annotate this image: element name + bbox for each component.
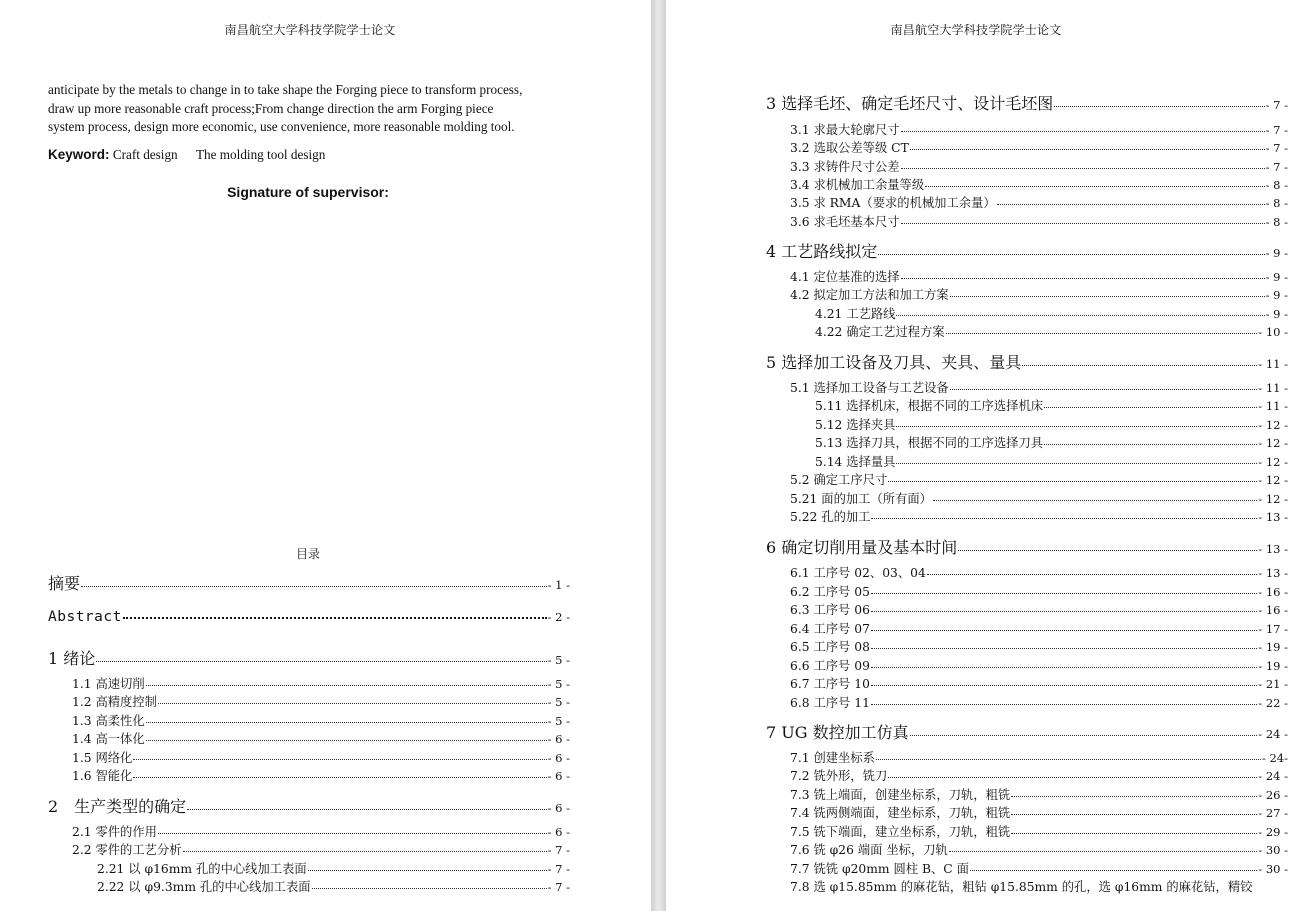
toc-leader-dots [901,223,1265,224]
toc-leader-dots [158,703,547,704]
toc-entry-page: - 30 - [1258,862,1288,876]
toc-leader-dots [308,870,547,871]
toc-entry[interactable] [72,822,570,840]
toc-entry-page: - 7 - [1265,160,1288,174]
toc-entry-title: 2.22 以 φ9.3mm 孔的中心线加工表面 [97,880,311,894]
toc-entry-page: - 9 - [1265,246,1288,260]
toc-entry[interactable] [790,120,1288,138]
toc-entry[interactable] [790,766,1288,784]
toc-leader-dots [312,888,547,889]
toc-entry[interactable] [766,720,1288,743]
toc-leader-dots [925,186,1264,187]
toc-entry[interactable] [790,748,1288,766]
toc-entry-page: - 1 - [547,578,570,592]
toc-leader-dots [187,809,546,810]
toc-leader-dots [871,685,1257,686]
toc-entry[interactable] [815,304,1288,322]
toc-entry-title: 4.2 拟定加工方法和加工方案 [790,288,949,302]
toc-entry-page: - 11 - [1258,399,1288,413]
toc-entry[interactable] [790,877,1288,895]
toc-entry[interactable] [790,193,1288,211]
toc-entry-page: - 6 - [547,732,570,746]
toc-entry-page: - 7 - [547,862,570,876]
toc-entry-page: - 6 - [547,751,570,765]
toc-leader-dots [871,611,1257,612]
toc-entry-title: 6.3 工序号 06 [790,603,870,617]
toc-entry-title: 7.1 创建坐标系 [790,751,875,765]
toc-entry[interactable] [72,766,570,784]
toc-entry-title: 6.8 工序号 11 [790,696,870,710]
toc-entry-title: 1.4 高一体化 [72,732,145,746]
toc-entry-title: 5.11 选择机床，根据不同的工序选择机床 [815,399,1044,413]
toc-entry[interactable] [790,507,1288,525]
toc-entry-page: - 12 - [1258,455,1288,469]
toc-entry-page: - 6 - [547,801,570,815]
toc-entry-page: - 24 - [1258,727,1288,741]
toc-entry-title: 7.8 选 φ15.85mm 的麻花钻，粗钻 φ15.85mm 的孔，选 φ16mm 的麻花钻，精铰 [790,880,1253,894]
toc-entry-title: 6.4 工序号 07 [790,622,870,636]
document-page-right [666,0,1298,911]
toc-entry-page: - 7 - [547,843,570,857]
toc-entry-title: 1.1 高速切削 [72,677,145,691]
toc-entry-title: 5.12 选择夹具 [815,418,896,432]
toc-leader-dots [1011,833,1257,834]
toc-entry-title: 7 UG 数控加工仿真 [766,723,909,742]
toc-entry-title: 2.2 零件的工艺分析 [72,843,182,857]
abstract-line-2: draw up more reasonable craft process;From change direction the arm Forging piece [48,101,494,116]
toc-entry-title: 7.7 铣铣 φ20mm 圆柱 B、C 面 [790,862,969,876]
toc-entry-title: 1 绪论 [48,649,96,668]
toc-entry-page: - 12 - [1258,418,1288,432]
toc-entry-page: - 8 - [1265,178,1288,192]
toc-entry-title: 1.6 智能化 [72,769,133,783]
keyword-item: Craft design [112,147,178,162]
toc-entry[interactable] [790,563,1288,581]
toc-entry-page: - 5 - [547,653,570,667]
toc-entry[interactable] [790,637,1288,655]
toc-entry-page: - 30 - [1258,843,1288,857]
page-header: 南昌航空大学科技学院学士论文 [890,23,1062,37]
toc-leader-dots [896,463,1257,464]
toc-entry-title: 2.21 以 φ16mm 孔的中心线加工表面 [97,862,307,876]
toc-entry-page: - 7 - [547,880,570,894]
toc-entry-title: 6 确定切削用量及基本时间 [766,538,958,557]
toc-entry[interactable] [48,609,570,625]
toc-entry-page: - 16 - [1258,603,1288,617]
toc-entry-page: - 13 - [1258,510,1288,524]
toc-entry[interactable] [790,840,1288,858]
keyword-label: Keyword: [48,147,110,162]
toc-entry-title: 3 选择毛坯、确定毛坯尺寸、设计毛坯图 [766,94,1054,113]
toc-entry-page: - 19 - [1258,640,1288,654]
toc-entry-page: - 27 - [1258,806,1288,820]
toc-entry[interactable] [72,840,570,858]
toc-leader-dots [1054,106,1264,107]
toc-leader-dots [946,333,1258,334]
toc-entry-title: 1.2 高精度控制 [72,695,157,709]
toc-entry[interactable] [815,452,1288,470]
page-header: 南昌航空大学科技学院学士论文 [224,23,396,37]
toc-entry[interactable] [766,239,1288,262]
toc-entry-page: - 6 - [547,769,570,783]
toc-leader-dots [123,617,547,619]
toc-entry[interactable] [790,656,1288,674]
toc-leader-dots [1011,796,1257,797]
toc-entry-page: - 22 - [1258,696,1288,710]
toc-entry[interactable] [790,489,1288,507]
toc-leader-dots [950,296,1265,297]
toc-entry-page: - 12 - [1258,492,1288,506]
toc-entry-title: 3.2 选取公差等级 CT [790,141,909,155]
toc-entry-page: - 8 - [1265,196,1288,210]
toc-entry[interactable] [97,877,570,895]
toc-entry[interactable] [815,433,1288,451]
toc-entry[interactable] [815,415,1288,433]
toc-leader-dots [96,661,546,662]
toc-entry[interactable] [790,693,1288,711]
toc-entry-title: 4.22 确定工艺过程方案 [815,325,945,339]
toc-entry-page: - 12 - [1258,436,1288,450]
toc-entry-title: 5.1 选择加工设备与工艺设备 [790,381,949,395]
toc-entry-page: - 26 - [1258,788,1288,802]
toc-leader-dots [927,574,1257,575]
toc-entry[interactable] [790,859,1288,877]
toc-entry[interactable] [815,322,1288,340]
toc-entry-page: - 7 - [1265,98,1288,112]
keyword-item: The molding tool design [196,147,326,162]
toc-leader-dots [133,777,546,778]
toc-leader-dots [901,168,1265,169]
toc-entry[interactable] [790,619,1288,637]
toc-entry-title: 4.1 定位基准的选择 [790,270,900,284]
toc-leader-dots [871,593,1257,594]
toc-entry-title: 5.21 面的加工（所有面） [790,492,932,506]
toc-entry[interactable] [790,378,1288,396]
toc-leader-dots [133,759,546,760]
toc-leader-dots [950,389,1258,390]
toc-entry-title: 3.1 求最大轮廓尺寸 [790,123,900,137]
toc-entry-page: - 5 - [547,695,570,709]
toc-entry-title: 3.3 求铸件尺寸公差 [790,160,900,174]
toc-entry[interactable] [48,646,570,669]
toc-entry[interactable] [72,729,570,747]
toc-entry-title: 6.6 工序号 09 [790,659,870,673]
toc-entry-page: - 7 - [1265,123,1288,137]
toc-entry-page: - 5 - [547,677,570,691]
toc-entry[interactable] [790,157,1288,175]
toc-entry-page: - 2 - [547,610,570,624]
toc-entry-page: - 11 - [1258,381,1288,395]
abstract-line-3: system process, design more economic, use convenience, more reasonable molding tool. [48,119,515,134]
toc-leader-dots [871,648,1257,649]
toc-entry-page: - 9 - [1265,270,1288,284]
toc-leader-dots [933,500,1257,501]
toc-entry[interactable] [766,535,1288,558]
toc-entry[interactable] [48,571,570,594]
toc-entry[interactable] [790,175,1288,193]
toc-leader-dots [146,685,547,686]
toc-entry[interactable] [790,470,1288,488]
toc-leader-dots [970,870,1257,871]
toc-entry-page: - 8 - [1265,215,1288,229]
toc-entry-title: 2 生产类型的确定 [48,797,187,816]
toc-entry-page: - 16 - [1258,585,1288,599]
toc-entry-page: - 6 - [547,825,570,839]
toc-entry-title: 摘要 [48,574,81,593]
toc-leader-dots [910,735,1258,736]
toc-leader-dots [871,704,1257,705]
toc-entry-title: 5.14 选择量具 [815,455,896,469]
signature-label: Signature of supervisor: [227,184,389,200]
toc-entry-page: - 5 - [547,714,570,728]
toc-entry-title: 7.4 铣两侧端面，建坐标系，刀轨，粗铣 [790,806,1011,820]
toc-entry[interactable] [72,674,570,692]
toc-leader-dots [901,131,1265,132]
toc-entry[interactable] [97,859,570,877]
toc-entry[interactable] [790,267,1288,285]
toc-entry-title: 3.6 求毛坯基本尺寸 [790,215,900,229]
toc-entry[interactable] [48,794,570,817]
toc-entry-page: - 19 - [1258,659,1288,673]
toc-leader-dots [878,254,1264,255]
toc-entry-title: 1.3 高柔性化 [72,714,145,728]
toc-entry[interactable] [815,396,1288,414]
toc-leader-dots [888,777,1257,778]
toc-entry[interactable] [766,91,1288,114]
toc-entry-title: 1.5 网络化 [72,751,133,765]
toc-leader-dots [1011,814,1257,815]
toc-entry-page: - 10 - [1258,325,1288,339]
toc-entry-title: 5.2 确定工序尺寸 [790,473,888,487]
toc-entry-page: - 29 - [1258,825,1288,839]
toc-entry[interactable] [790,138,1288,156]
toc-entry-title: 7.5 铣下端面，建立坐标系，刀轨，粗铣 [790,825,1011,839]
toc-entry-title: 5 选择加工设备及刀具、夹具、量具 [766,353,1022,372]
toc-entry-page: - 13 - [1258,542,1288,556]
keyword-line [48,147,325,163]
toc-entry-title: 4 工艺路线拟定 [766,242,878,261]
toc-entry-page: - 7 - [1265,141,1288,155]
toc-leader-dots [146,740,547,741]
toc-entry-title: 7.6 铣 φ26 端面 坐标，刀轨 [790,843,948,857]
toc-entry-title: 5.22 孔的加工 [790,510,871,524]
toc-entry-title: 7.2 铣外形，铣刀 [790,769,888,783]
toc-entry-title: 3.5 求 RMA（要求的机械加工余量） [790,196,996,210]
toc-leader-dots [876,759,1261,760]
toc-entry-title: 3.4 求机械加工余量等级 [790,178,925,192]
toc-entry[interactable] [766,350,1288,373]
toc-entry-page: - 24- [1261,751,1288,765]
toc-entry-page: - 12 - [1258,473,1288,487]
toc-leader-dots [888,481,1257,482]
toc-title: 目录 [295,547,320,561]
toc-entry-page: - 9 - [1265,307,1288,321]
toc-entry-page: - 24 - [1258,769,1288,783]
toc-leader-dots [158,833,547,834]
toc-entry-title: 6.5 工序号 08 [790,640,870,654]
toc-entry-title: 2.1 零件的作用 [72,825,157,839]
toc-leader-dots [871,630,1257,631]
abstract-line-1: anticipate by the metals to change in to take shape the Forging piece to transform process, [48,82,523,97]
toc-entry[interactable] [72,748,570,766]
toc-entry-page: - 13 - [1258,566,1288,580]
toc-entry[interactable] [790,212,1288,230]
toc-leader-dots [958,550,1257,551]
toc-leader-dots [871,667,1257,668]
toc-leader-dots [1044,444,1257,445]
toc-leader-dots [901,278,1265,279]
toc-entry-page: - 17 - [1258,622,1288,636]
toc-leader-dots [1022,365,1257,366]
page-gutter [651,0,666,911]
toc-entry-title: 7.3 铣上端面，创建坐标系，刀轨，粗铣 [790,788,1011,802]
toc-leader-dots [896,315,1264,316]
toc-entry[interactable] [790,785,1288,803]
toc-entry[interactable] [790,582,1288,600]
toc-entry-page: - 11 - [1258,357,1288,371]
toc-entry-title: 6.7 工序号 10 [790,677,870,691]
toc-entry[interactable] [790,285,1288,303]
toc-entry[interactable] [790,674,1288,692]
toc-leader-dots [183,851,547,852]
toc-leader-dots [146,722,547,723]
toc-leader-dots [949,851,1257,852]
toc-entry[interactable] [790,822,1288,840]
toc-entry-title: 5.13 选择刀具，根据不同的工序选择刀具 [815,436,1044,450]
toc-leader-dots [1044,407,1257,408]
toc-entry-title: 4.21 工艺路线 [815,307,896,321]
toc-entry[interactable] [790,600,1288,618]
toc-leader-dots [910,149,1265,150]
toc-entry[interactable] [72,692,570,710]
toc-entry-page: - 21 - [1258,677,1288,691]
toc-entry[interactable] [790,803,1288,821]
toc-entry-title: 6.1 工序号 02、03、04 [790,566,926,580]
toc-entry-page: - 9 - [1265,288,1288,302]
toc-entry-title: 6.2 工序号 05 [790,585,870,599]
toc-entry-title: Abstract [48,609,122,625]
toc-leader-dots [871,518,1257,519]
toc-entry[interactable] [72,711,570,729]
toc-leader-dots [81,586,547,587]
toc-leader-dots [896,426,1257,427]
toc-leader-dots [997,204,1265,205]
